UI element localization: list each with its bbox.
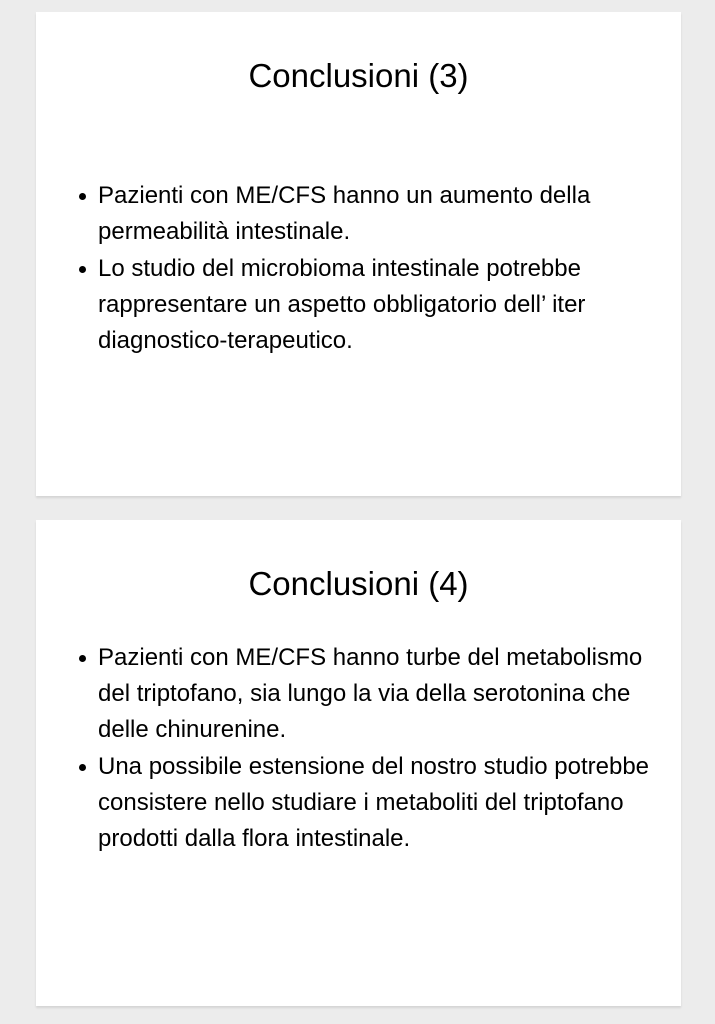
bullet-item <box>76 178 666 250</box>
bullet-list <box>76 178 666 360</box>
bullet-text: Pazienti con ME/CFS hanno un aumento della permeabilità intestinale. <box>98 182 591 245</box>
bullet-text: Pazienti con ME/CFS hanno turbe del metabolismo del triptofano, sia lungo la via della serotonina che delle chinurenine. <box>98 644 643 743</box>
bullet-item <box>76 749 666 857</box>
bullet-item <box>76 251 666 359</box>
bullet-dot-icon <box>79 764 86 771</box>
bullet-text: Una possibile estensione del nostro studio potrebbe consistere nello studiare i metaboliti del triptofano prodotti dalla flora intestinale. <box>98 753 650 852</box>
slide-conclusioni-3 <box>36 12 681 496</box>
bullet-dot-icon <box>79 655 86 662</box>
slide-title: Conclusioni (4) <box>248 565 469 602</box>
bullet-list <box>76 640 666 858</box>
slide-conclusioni-4 <box>36 520 681 1006</box>
bullet-dot-icon <box>79 193 86 200</box>
bullet-dot-icon <box>79 266 86 273</box>
slide-title: Conclusioni (3) <box>248 57 469 94</box>
bullet-text: Lo studio del microbioma intestinale potrebbe rappresentare un aspetto obbligatorio dell’ iter diagnostico-terapeutico. <box>98 255 586 354</box>
bullet-item <box>76 640 666 748</box>
